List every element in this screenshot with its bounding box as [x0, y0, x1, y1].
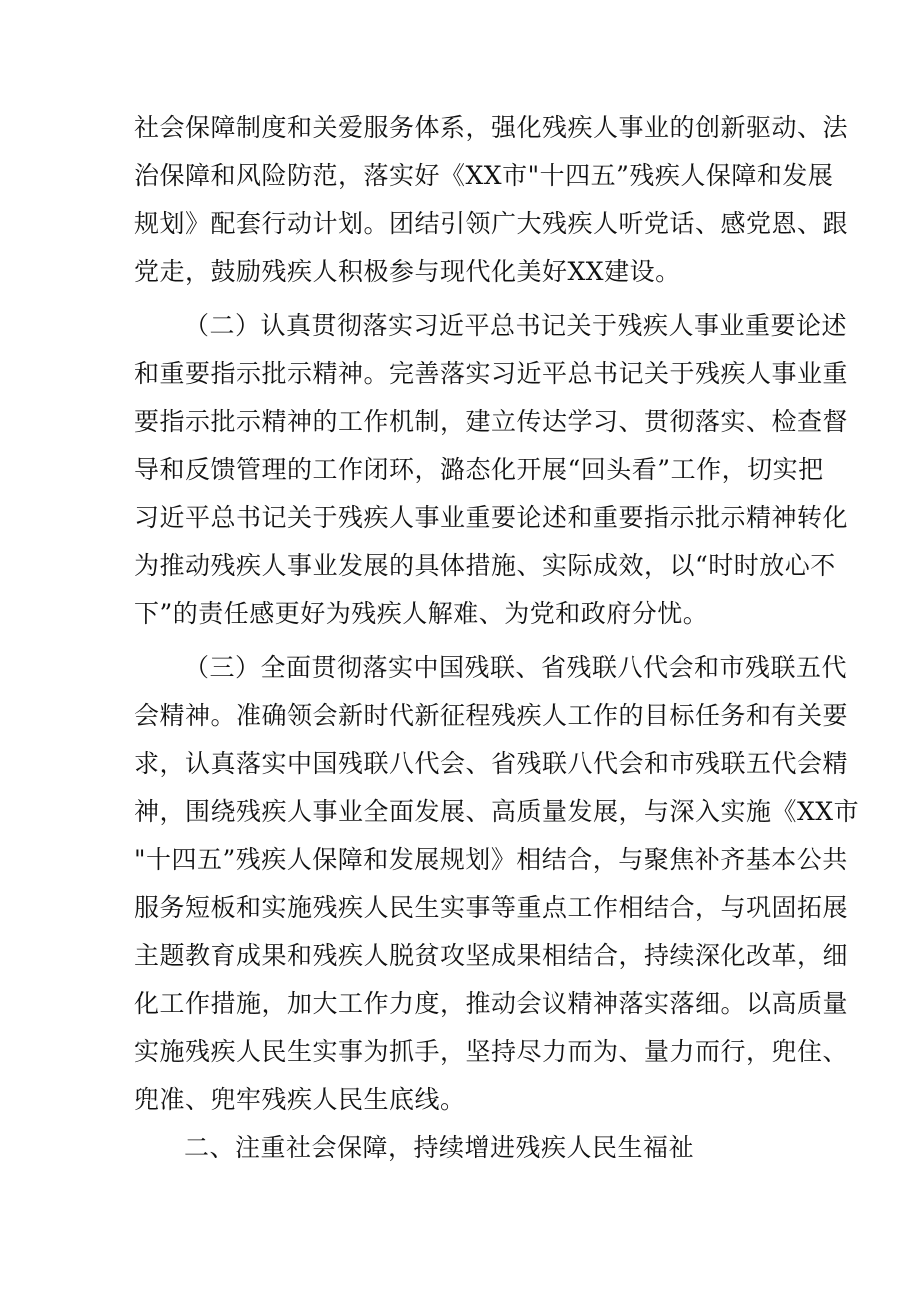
text-line: 主题教育成果和残疾人脱贫攻坚成果相结合，持续深化改革，细: [134, 941, 849, 970]
text-line: 服务短板和实施残疾人民生实事等重点工作相结合，与巩固拓展: [134, 893, 849, 922]
text-line: 导和反馈管理的工作闭环，潞态化开展“回头看”工作，切实把: [134, 455, 824, 484]
text-line: 下”的责任感更好为残疾人解难、为党和政府分忧。: [134, 599, 709, 628]
section-heading-2: （二）认真贯彻落实习近平总书记关于残疾人事业重要论述: [184, 311, 848, 340]
text-line: 为推动残疾人事业发展的具体措施、实际成效，以“时时放心不: [134, 551, 836, 580]
text-line: 社会保障制度和关爱服务体系，强化残疾人事业的创新驱动、法: [134, 113, 849, 142]
text-line: 兜准、兜牢残疾人民生底线。: [134, 1085, 466, 1114]
text-line: 神，围绕残疾人事业全面发展、高质量发展，与深入实施《XX市: [134, 797, 860, 826]
text-line: 会精神。准确领会新时代新征程残疾人工作的目标任务和有关要: [134, 701, 849, 730]
text-line: 党走，鼓励残疾人积极参与现代化美好XX建设。: [134, 257, 681, 286]
text-line: 治保障和风险防范，落实好《XX市"十四五”残疾人保障和发展: [134, 161, 834, 190]
section-heading-3: （三）全面贯彻落实中国残联、省残联八代会和市残联五代: [184, 653, 848, 682]
text-line: 求，认真落实中国残联八代会、省残联八代会和市残联五代会精: [134, 749, 849, 778]
text-line: 实施残疾人民生实事为抓手，坚持尽力而为、量力而行，兜住、: [134, 1037, 849, 1066]
text-line: 化工作措施，加大工作力度，推动会议精神落实落细。以高质量: [134, 989, 849, 1018]
chapter-heading: 二、注重社会保障，持续增进残疾人民生福祉: [184, 1133, 695, 1162]
text-line: 要指示批示精神的工作机制，建立传达学习、贯彻落实、检查督: [134, 407, 849, 436]
text-line: 习近平总书记关于残疾人事业重要论述和重要指示批示精神转化: [134, 503, 849, 532]
text-line: "十四五”残疾人保障和发展规划》相结合，与聚焦补齐基本公共: [134, 845, 848, 874]
text-line: 规划》配套行动计划。团结引领广大残疾人听党话、感党恩、跟: [134, 209, 849, 238]
text-line: 和重要指示批示精神。完善落实习近平总书记关于残疾人事业重: [134, 359, 849, 388]
